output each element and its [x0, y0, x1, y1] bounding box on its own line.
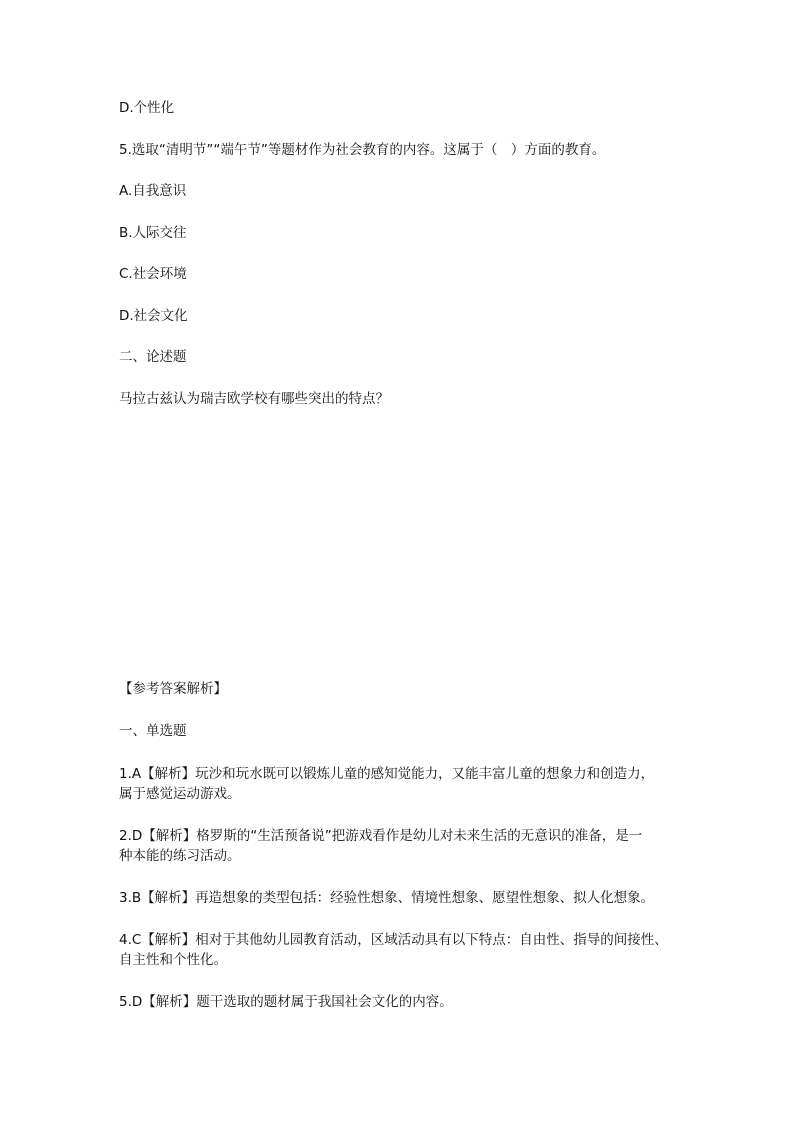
- q5-stem: 5.选取“清明节”“端午节”等题材作为社会教育的内容。这属于（ ）方面的教育。: [119, 142, 606, 158]
- q5-option-b: B.人际交往: [119, 225, 187, 241]
- essay-question: 马拉古兹认为瑞吉欧学校有哪些突出的特点？: [119, 391, 389, 407]
- q5-option-a: A.自我意识: [119, 183, 187, 199]
- section-title-essay: 二、论述题: [119, 349, 187, 365]
- q5-option-c: C.社会环境: [119, 266, 187, 282]
- q5-option-d: D.社会文化: [119, 308, 188, 324]
- answer-1-line-1: 1.A【解析】玩沙和玩水既可以锻炼儿童的感知觉能力，又能丰富儿童的想象力和创造力，: [119, 766, 655, 782]
- answers-section-title: 一、单选题: [119, 723, 187, 739]
- answer-3-line-1: 3.B【解析】再造想象的类型包括：经验性想象、情境性想象、愿望性想象、拟人化想象。: [119, 890, 655, 906]
- answer-2-line-2: 种本能的练习活动。: [119, 848, 241, 864]
- answers-header: 【参考答案解析】: [119, 681, 227, 697]
- answer-4-line-2: 自主性和个性化。: [119, 952, 227, 968]
- answer-1-line-2: 属于感觉运动游戏。: [119, 786, 241, 802]
- q4-option-d: D.个性化: [119, 100, 175, 116]
- answer-2-line-1: 2.D【解析】格罗斯的“生活预备说”把游戏看作是幼儿对未来生活的无意识的准备，是一: [119, 828, 643, 844]
- answer-4-line-1: 4.C【解析】相对于其他幼儿园教育活动，区域活动具有以下特点：自由性、指导的间接性、: [119, 932, 668, 948]
- answer-5-line-1: 5.D【解析】题干选取的题材属于我国社会文化的内容。: [119, 994, 453, 1010]
